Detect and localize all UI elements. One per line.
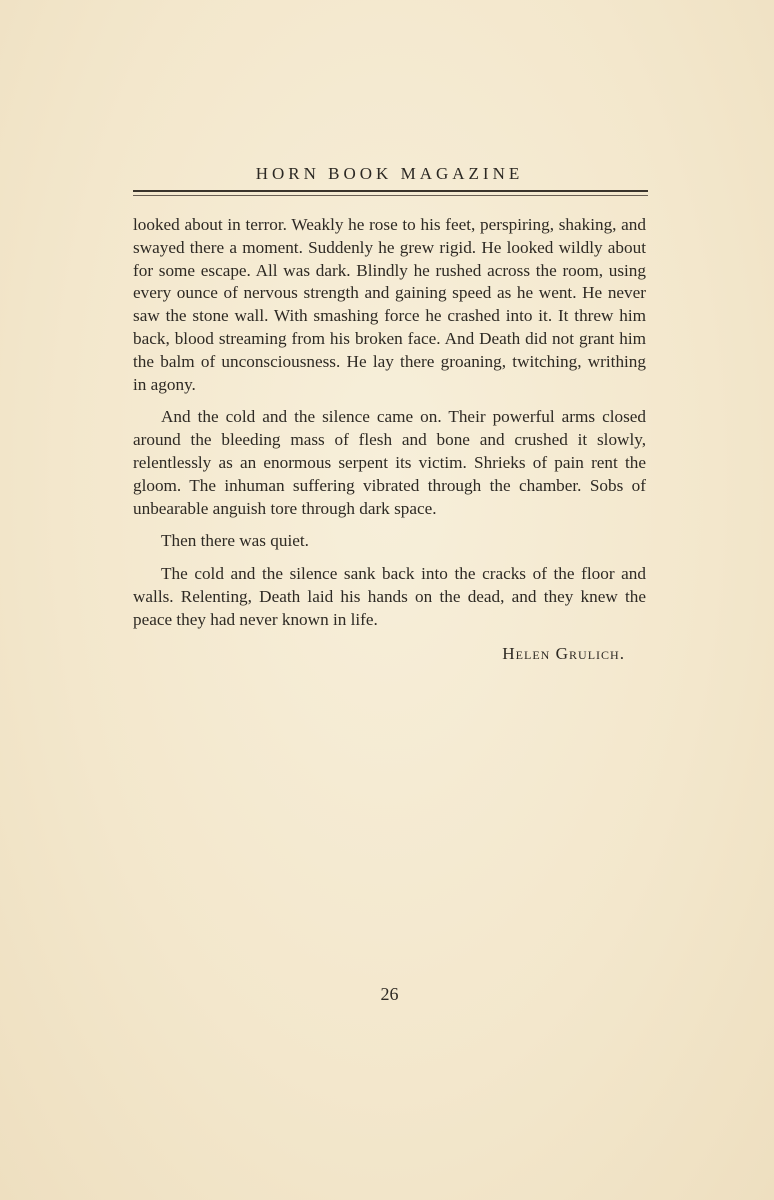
paragraph-3: Then there was quiet. bbox=[161, 531, 309, 551]
running-head: HORN BOOK MAGAZINE bbox=[255, 164, 524, 183]
header-rule-thin bbox=[133, 195, 648, 196]
paragraph-4: The cold and the silence sank back into the cracks of the floor and walls. Relenting, Death laid his hands on the dead, and they knew the peace they had never known in life. bbox=[133, 564, 646, 629]
page-number: 26 bbox=[380, 984, 399, 1004]
paragraph-2: And the cold and the silence came on. Their powerful arms closed around the bleeding mass of flesh and bone and crushed it slowly, relentlessly as an enormous serpent its victim. Shrieks of pain rent the gloom. The inhuman suffering vibrated through the chamber. Sobs of unbearable anguish tore through dark space. bbox=[133, 407, 646, 518]
author-signature: Helen Grulich. bbox=[502, 643, 625, 663]
paragraph-1: looked about in terror. Weakly he rose to his feet, perspiring, shaking, and swayed there a moment. Suddenly he grew rigid. He looked wildly about for some escape. All was dark. Blindly he rushed across the room, using every ounce of nervous strength and gaining speed as he went. He never saw the stone wall. With smashing force he crashed into it. It threw him back, blood streaming from his broken face. And Death did not grant him the balm of unconsciousness. He lay there groaning, twitching, writhing in agony. bbox=[133, 215, 646, 394]
header-rule bbox=[133, 190, 648, 192]
article-body bbox=[133, 214, 646, 665]
